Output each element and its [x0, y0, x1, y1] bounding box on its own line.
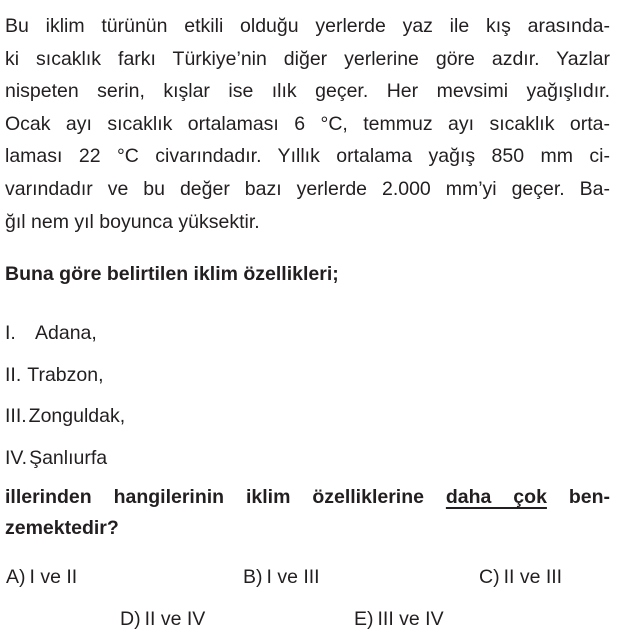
passage-line: ki sıcaklık farkı Türkiye’nin diğer yerlerine göre azdır. Yazlar [5, 47, 610, 70]
city-item [5, 313, 125, 355]
passage-line: varındadır ve bu değer bazı yerlerde 2.000 mm’yi geçer. Ba- [5, 177, 610, 200]
passage-line: ğıl nem yıl boyunca yüksektir. [5, 210, 260, 233]
option-letter: B) [243, 566, 263, 588]
option-d[interactable] [120, 608, 205, 631]
stem-text: ben- [546, 486, 610, 508]
question-stem [5, 482, 610, 544]
passage-line: Ocak ayı sıcaklık ortalaması 6 °C, temmuz ayı sıcaklık orta- [5, 112, 610, 135]
item-numeral: IV. [5, 446, 28, 469]
passage-line: laması 22 °C civarındadır. Yıllık ortalama yağış 850 mm ci- [5, 145, 610, 168]
option-text: I ve III [266, 566, 320, 588]
item-numeral: I. [5, 322, 16, 344]
question-prompt: Buna göre belirtilen iklim özellikleri; [5, 263, 339, 285]
item-numeral: II. [5, 363, 22, 386]
option-letter: D) [120, 608, 141, 630]
item-city: Adana, [35, 322, 97, 344]
stem-line: zemektedir? [5, 517, 119, 539]
item-city: Zonguldak, [28, 405, 126, 427]
option-c[interactable] [479, 566, 562, 589]
passage-line: Bu iklim türünün etkili olduğu yerlerde yaz ile kış arasında- [5, 15, 610, 37]
passage-text [5, 10, 610, 238]
option-letter: A) [6, 566, 26, 588]
city-item [5, 396, 125, 438]
passage-line: nispeten serin, kışlar ise ılık geçer. Her mevsimi yağışlıdır. [5, 80, 610, 103]
option-letter: C) [479, 566, 500, 588]
item-city: Trabzon, [27, 363, 104, 386]
option-a[interactable] [6, 566, 77, 589]
item-city: Şanlıurfa [29, 446, 108, 469]
option-e[interactable] [354, 608, 444, 631]
stem-emphasis: daha çok [445, 486, 547, 508]
item-numeral: III. [5, 405, 27, 427]
option-text: II ve IV [144, 608, 206, 630]
option-letter: E) [354, 608, 374, 630]
option-text: II ve III [503, 566, 563, 588]
city-item [5, 355, 125, 397]
option-text: III ve IV [377, 608, 444, 630]
question [5, 0, 610, 638]
option-text: I ve II [29, 566, 78, 588]
option-b[interactable] [243, 566, 320, 589]
city-item [5, 438, 125, 480]
stem-text: illerinden hangilerinin iklim özelliklerine [5, 486, 446, 508]
stem-line [5, 482, 610, 513]
city-list [5, 313, 125, 479]
